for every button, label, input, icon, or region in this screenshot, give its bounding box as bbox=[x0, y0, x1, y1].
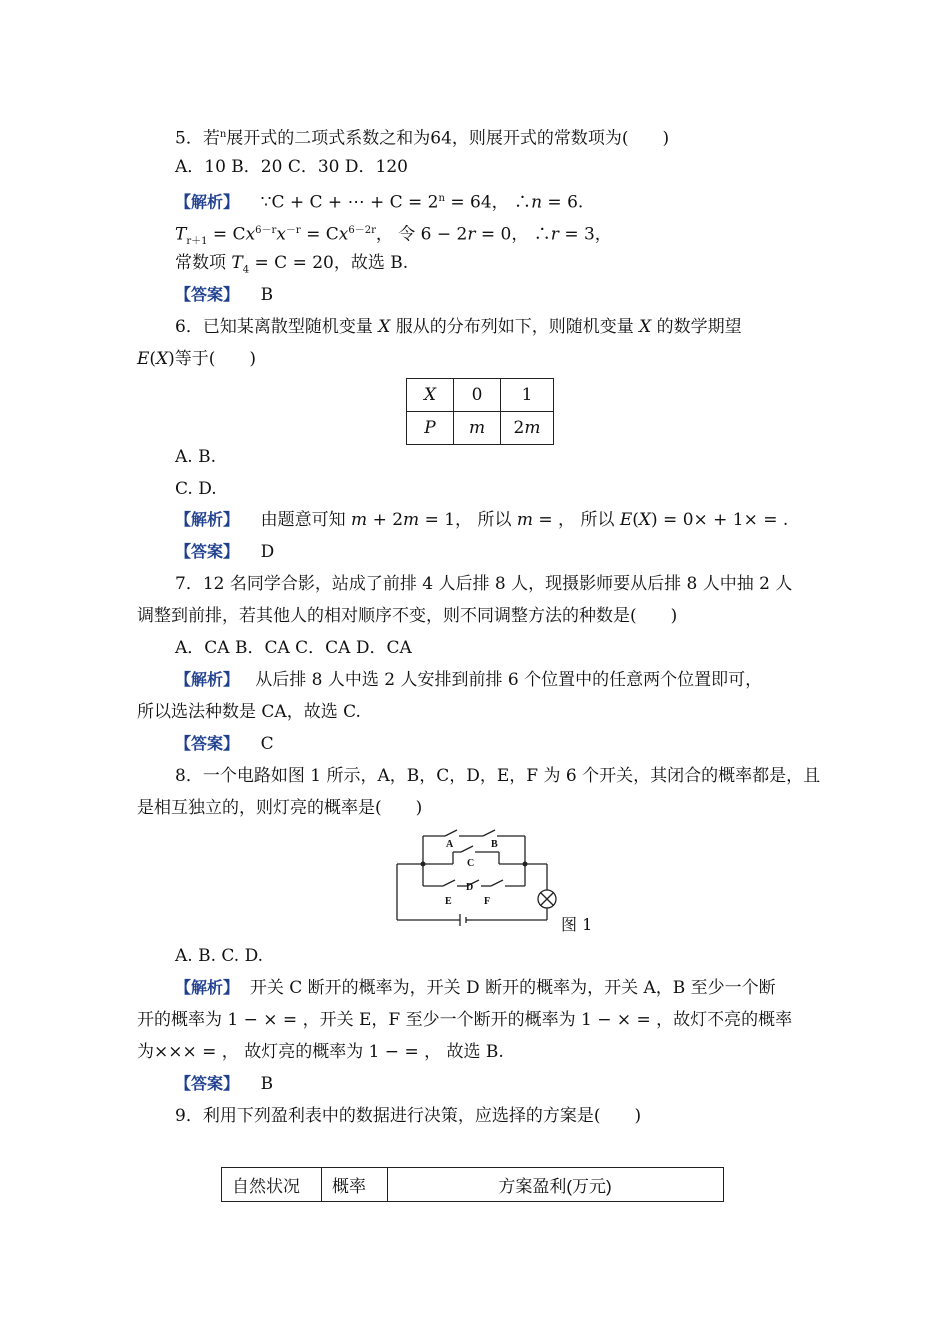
table-header-cell: 方案盈利(万元) bbox=[388, 1168, 724, 1202]
q6-stem-line2: E(X)等于( ) bbox=[137, 349, 257, 369]
table-cell: 1 bbox=[501, 379, 554, 412]
circuit-diagram bbox=[395, 828, 595, 938]
q7-analysis-line2: 所以选法种数是 CA，故选 C. bbox=[137, 702, 361, 722]
q8-analysis-line1: 【解析】 开关 C 断开的概率为，开关 D 断开的概率为，开关 A，B 至少一个断 bbox=[175, 978, 776, 998]
q8-answer: 【答案】 B bbox=[175, 1074, 274, 1094]
q5-general-term: $T_{r+1} = Cx^{6-r}x^{-r} = Cx^{6-2r}$， 令 6 − 2r = 0， ∴r = 3， bbox=[175, 224, 612, 248]
q9-stem: 9．利用下列盈利表中的数据进行决策，应选择的方案是( ) bbox=[175, 1106, 642, 1126]
analysis-tag: 【解析】 bbox=[175, 192, 240, 212]
switch-label-f: F bbox=[484, 896, 491, 907]
q8-analysis-line2: 开的概率为 1 − × = ，开关 E，F 至少一个断开的概率为 1 − × = ，故灯不亮的概率 bbox=[137, 1010, 793, 1030]
q5-answer: 【答案】 B bbox=[175, 285, 274, 305]
q8-options: A. B. C. D. bbox=[175, 946, 264, 966]
q5-constant-term: 常数项 $T_4 = C = 20$，故选 B. bbox=[175, 253, 409, 276]
switch-label-e: E bbox=[445, 896, 452, 907]
figure-caption: 图 1 bbox=[561, 915, 593, 934]
table-header-cell: 概率 bbox=[322, 1168, 388, 1202]
q6-options-cd: C. D. bbox=[175, 479, 217, 499]
distribution-table bbox=[406, 378, 554, 445]
table-row bbox=[407, 412, 554, 445]
answer-tag: 【答案】 bbox=[175, 542, 240, 561]
q5-analysis: 【解析】 ∵C + C + ⋯ + $C = 2^n = 64$， ∴n = 6. bbox=[175, 192, 584, 213]
table-cell: P bbox=[407, 412, 454, 445]
table-cell: 0 bbox=[454, 379, 501, 412]
q8-stem-line1: 8．一个电路如图 1 所示，A，B，C，D，E，F 为 6 个开关，其闭合的概率都是，且 bbox=[175, 766, 821, 786]
q8-stem-line2: 是相互独立的，则灯亮的概率是( ) bbox=[137, 798, 423, 818]
q7-answer: 【答案】 C bbox=[175, 734, 274, 754]
analysis-tag: 【解析】 bbox=[175, 978, 240, 997]
switch-label-a: A bbox=[446, 839, 454, 850]
q7-stem-line1: 7．12 名同学合影，站成了前排 4 人后排 8 人，现摄影师要从后排 8 人中抽 2 人 bbox=[175, 574, 793, 594]
q6-options-ab: A. B. bbox=[175, 447, 216, 467]
answer-tag: 【答案】 bbox=[175, 1074, 240, 1093]
switch-label-d: D bbox=[466, 882, 474, 893]
table-cell: 2m bbox=[501, 412, 554, 445]
q7-analysis-line1: 【解析】 从后排 8 人中选 2 人安排到前排 6 个位置中的任意两个位置即可， bbox=[175, 670, 763, 690]
q7-stem-line2: 调整到前排，若其他人的相对顺序不变，则不同调整方法的种数是( ) bbox=[137, 606, 678, 626]
profit-table bbox=[221, 1167, 724, 1202]
table-cell: X bbox=[407, 379, 454, 412]
q6-analysis: 【解析】 由题意可知 m + 2m = 1， 所以 m = ， 所以 E(X) = 0× + 1× = . bbox=[175, 510, 789, 530]
switch-label-c: C bbox=[467, 858, 475, 869]
q6-answer: 【答案】 D bbox=[175, 542, 275, 562]
table-cell: m bbox=[454, 412, 501, 445]
answer-tag: 【答案】 bbox=[175, 734, 240, 753]
analysis-tag: 【解析】 bbox=[175, 510, 240, 529]
q5-options: A．10 B．20 C．30 D．120 bbox=[175, 157, 408, 177]
q5-stem: 5．若$^n$展开式的二项式系数之和为64，则展开式的常数项为( ) bbox=[175, 128, 670, 149]
table-header-cell: 自然状况 bbox=[222, 1168, 322, 1202]
table-row bbox=[407, 379, 554, 412]
analysis-tag: 【解析】 bbox=[175, 670, 240, 689]
q8-analysis-line3: 为××× = ， 故灯亮的概率为 1 − = ， 故选 B. bbox=[137, 1042, 504, 1062]
q6-stem-line1: 6．已知某离散型随机变量 X 服从的分布列如下，则随机变量 X 的数学期望 bbox=[175, 317, 742, 337]
table-row bbox=[222, 1168, 724, 1202]
q7-options: A．CA B．CA C．CA D．CA bbox=[175, 638, 412, 658]
switch-label-b: B bbox=[491, 839, 498, 850]
answer-tag: 【答案】 bbox=[175, 285, 240, 304]
